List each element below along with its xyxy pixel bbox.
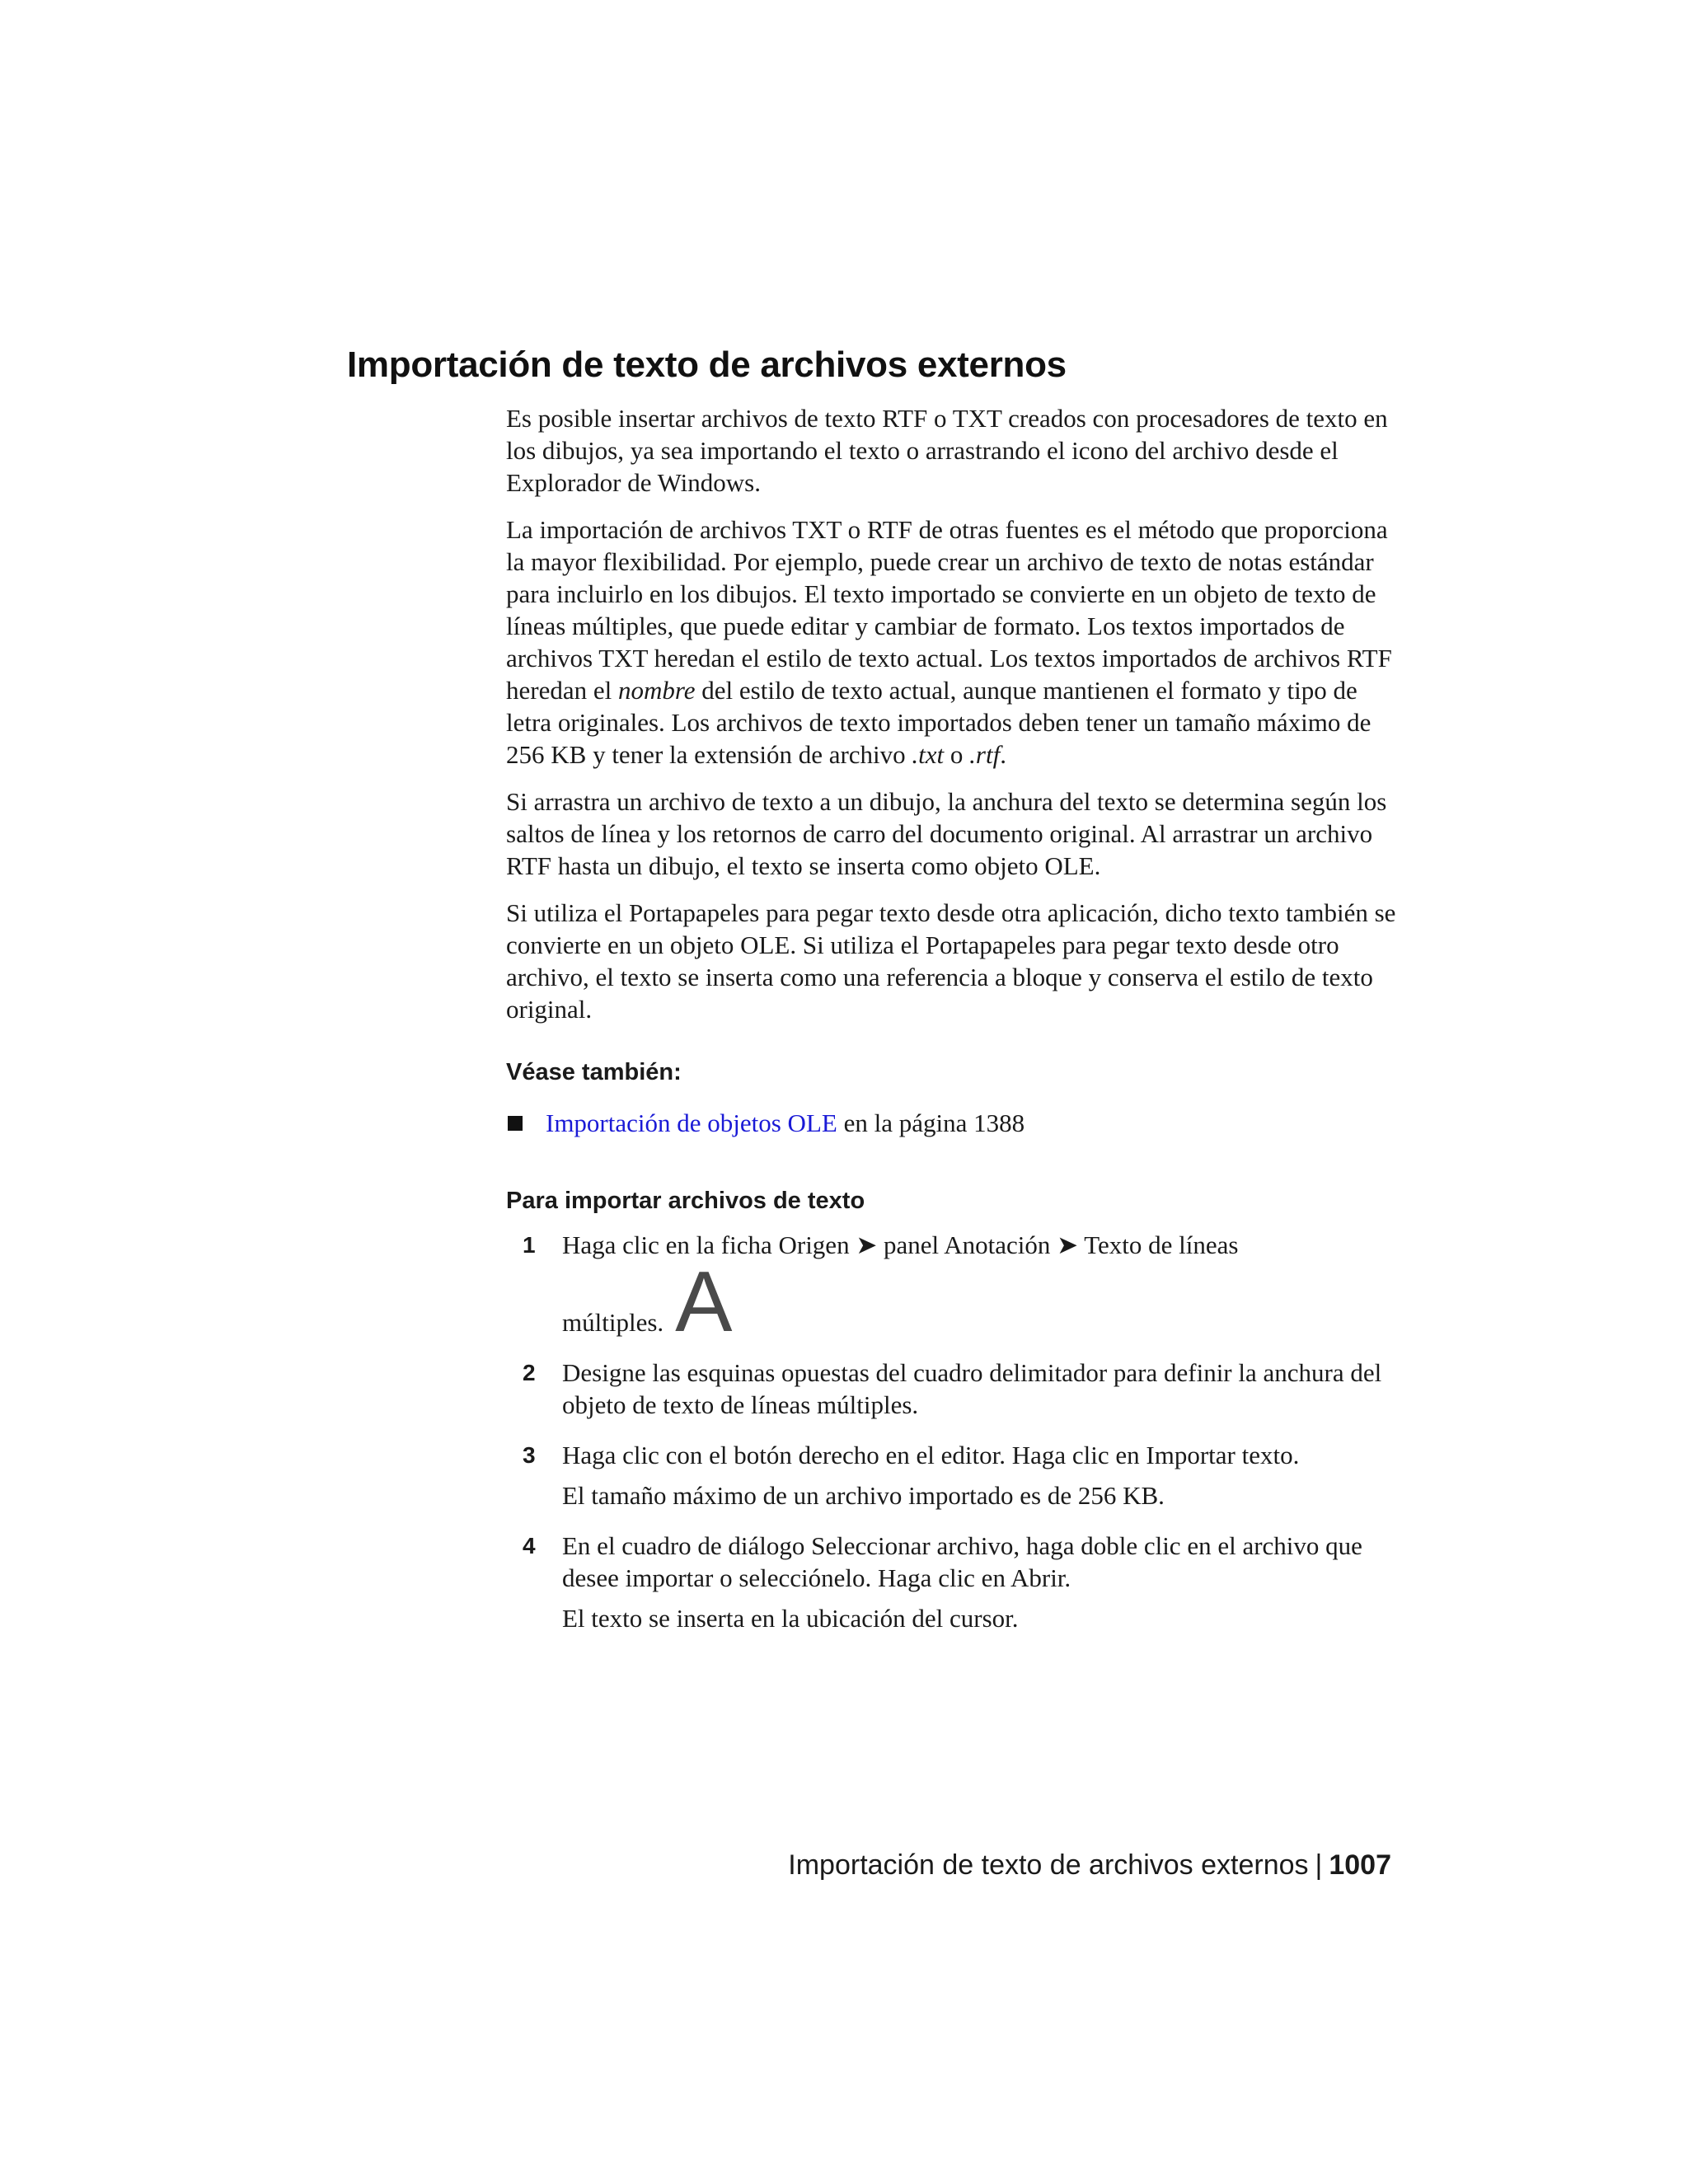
link-ole-objects[interactable]: Importación de objetos OLE bbox=[546, 1108, 837, 1137]
paragraph-import-flexibility bbox=[506, 513, 1396, 771]
square-bullet-icon bbox=[508, 1116, 523, 1131]
step-note: El texto se inserta en la ubicación del cursor. bbox=[562, 1604, 1019, 1633]
step-text-continued bbox=[562, 1254, 1396, 1350]
step-item bbox=[506, 1357, 1396, 1421]
main-content bbox=[506, 402, 1396, 1652]
step-text: Haga clic con el botón derecho en el editor. Haga clic en Importar texto. bbox=[562, 1441, 1300, 1469]
extension-txt: .txt bbox=[912, 740, 945, 769]
step-number: 4 bbox=[523, 1533, 536, 1558]
step-number: 2 bbox=[523, 1360, 536, 1385]
step-item bbox=[506, 1229, 1396, 1350]
see-also-list bbox=[506, 1107, 1396, 1139]
procedure-steps bbox=[506, 1229, 1396, 1634]
step-item bbox=[506, 1530, 1396, 1634]
step-item bbox=[506, 1439, 1396, 1511]
step-number: 3 bbox=[523, 1442, 536, 1468]
paragraph-text: o bbox=[944, 740, 970, 769]
step-text: Designe las esquinas opuestas del cuadro delimitador para definir la anchura del objeto de texto de líneas múltiples. bbox=[562, 1358, 1382, 1419]
procedure-heading: Para importar archivos de texto bbox=[506, 1188, 865, 1214]
emphasis-nombre: nombre bbox=[617, 676, 696, 705]
page-number: 1007 bbox=[1329, 1849, 1391, 1881]
paragraph-clipboard: Si utiliza el Portapapeles para pegar texto desde otra aplicación, dicho texto también se convierte en un objeto OLE. Si utiliza el Portapapeles para pegar texto desde otro archivo, el texto se inserta como una referencia a bloque y conserva el estilo de texto original. bbox=[506, 898, 1396, 1024]
extension-rtf: .rtf bbox=[969, 740, 1001, 769]
step-number: 1 bbox=[523, 1232, 536, 1258]
page-footer bbox=[788, 1849, 1391, 1882]
paragraph-intro: Es posible insertar archivos de texto RTF o TXT creados con procesadores de texto en los dibujos, ya sea importando el texto o arrastrando el icono del archivo desde el Explorador de Windows. bbox=[506, 404, 1388, 497]
paragraph-text: del estilo de texto actual, aunque mantienen el formato y tipo de letra originales. Los archivos de texto importados deben tener un tamaño máximo de 256 KB y tener la extensión de archivo bbox=[506, 676, 1372, 769]
step-text: En el cuadro de diálogo Seleccionar archivo, haga doble clic en el archivo que desee importar o selecciónelo. Haga clic en Abrir. bbox=[562, 1531, 1362, 1592]
paragraph-text: La importación de archivos TXT o RTF de otras fuentes es el método que proporciona la mayor flexibilidad. Por ejemplo, puede crear un archivo de texto de notas estándar para incluirlo en los dibujos. El texto importado se convierte en un objeto de texto de líneas múltiples, que puede editar y cambiar de formato. Los textos importados de archivos TXT heredan el estilo de texto actual. Los textos importados de archivos RTF heredan el bbox=[506, 515, 1392, 705]
paragraph-text: . bbox=[1000, 740, 1006, 769]
step-note: El tamaño máximo de un archivo importado es de 256 KB. bbox=[562, 1481, 1165, 1510]
see-also-item bbox=[506, 1107, 1396, 1139]
step-text: múltiples. bbox=[562, 1308, 664, 1337]
footer-separator: | bbox=[1315, 1849, 1323, 1881]
step-text: Haga clic en la ficha Origen ➤ panel Anotación ➤ Texto de líneas bbox=[562, 1230, 1239, 1259]
see-also-page-ref: en la página 1388 bbox=[837, 1108, 1025, 1137]
multiline-text-icon: A bbox=[675, 1254, 733, 1350]
page-title: Importación de texto de archivos externos bbox=[347, 344, 1067, 385]
footer-title: Importación de texto de archivos externos bbox=[788, 1849, 1309, 1881]
see-also-heading: Véase también: bbox=[506, 1059, 682, 1085]
paragraph-drag-file: Si arrastra un archivo de texto a un dibujo, la anchura del texto se determina según los saltos de línea y los retornos de carro del documento original. Al arrastrar un archivo RTF hasta un dibujo, el texto se inserta como objeto OLE. bbox=[506, 787, 1387, 880]
